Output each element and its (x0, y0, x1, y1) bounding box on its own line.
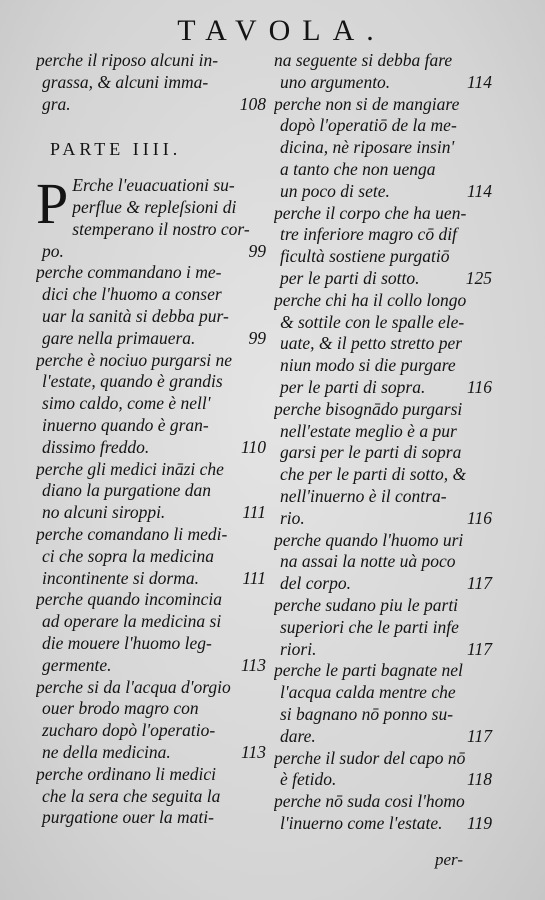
entry-line: del corpo. (280, 573, 351, 594)
index-entry (274, 791, 498, 835)
page-number: 108 (239, 93, 266, 114)
entry-line: no alcuni siroppi. (42, 502, 166, 523)
page-number: 113 (241, 654, 266, 675)
entry-line: na seguente si debba fare (274, 50, 453, 70)
entry-line: uar la sanità si debba pur- (42, 305, 229, 326)
entry-last-line (36, 655, 272, 677)
entry-line: perche il sudor del capo nō (274, 747, 466, 768)
entry-line: & sottile con le spalle ele- (280, 311, 465, 332)
entry-line: dicina, nè riposare insin' (280, 137, 455, 158)
drop-cap-initial: P (36, 171, 69, 237)
entry-line: gra. (42, 93, 71, 114)
entry-line: ne della medicina. (42, 741, 171, 762)
entry-line: gare nella primauera. (42, 327, 196, 348)
index-entry (36, 764, 272, 829)
entry-line: perche chi ha il collo longo (274, 289, 467, 310)
entry-last-line (274, 769, 498, 791)
entry-line: ficultà sostiene purgatiō (280, 246, 450, 267)
entry-line: perche non si de mangiare (274, 93, 460, 114)
entry-last-line (36, 94, 272, 116)
entry-last-line (36, 742, 272, 764)
entry-line: perche il corpo che ha uen- (274, 202, 467, 223)
index-entry (36, 350, 272, 459)
entry-line: perche nō suda cosi l'homo (274, 791, 465, 812)
entry-last-line (274, 813, 498, 835)
entry-line: purgatione ouer la mati- (42, 807, 214, 828)
entry-line: ouer brodo magro con (42, 698, 199, 719)
entry-line: tre inferiore magro cō dif (280, 224, 457, 245)
entry-line: a tanto che non uenga (280, 158, 436, 179)
entry-line: zucharo dopò l'operatio- (42, 720, 216, 741)
page-number: 110 (241, 436, 266, 457)
entry-line: dici che l'huomo a conser (42, 284, 222, 305)
index-entry (36, 677, 272, 764)
page-number: 119 (467, 812, 492, 833)
entry-line: inuerno quando è gran- (42, 414, 209, 435)
entry-line: perche ordinano li medici (36, 763, 216, 784)
entry-line: si bagnano nō ponno su- (280, 703, 454, 724)
entry-line: perche sudano piu le parti (274, 594, 459, 615)
index-entry (36, 50, 272, 115)
entry-line: rio. (280, 507, 305, 528)
entry-line: perche quando incomincia (36, 589, 222, 610)
entry-line: dissimo freddo. (42, 436, 150, 457)
entry-line: ci che sopra la medicina (42, 545, 215, 566)
entry-line: na assai la notte uà poco (280, 551, 456, 572)
entry-line: l'estate, quando è grandis (42, 371, 223, 392)
entry-line: riori. (280, 638, 317, 659)
entry-line: po. (42, 240, 64, 261)
index-entry (36, 262, 272, 349)
entry-line: uno argumento. (280, 71, 391, 92)
page-number: 117 (467, 573, 492, 594)
entry-line: per le parti di sotto. (280, 267, 420, 288)
entry-line: nell'inuerno è il contra- (280, 485, 447, 506)
entry-line: stemperano il nostro cor- (72, 218, 250, 239)
index-entry (274, 290, 498, 399)
page-number: 111 (242, 502, 266, 523)
entry-last-line (36, 241, 272, 263)
entry-last-line (36, 568, 272, 590)
page-number: 114 (467, 180, 492, 201)
page-number: 117 (467, 725, 492, 746)
page-number: 99 (248, 327, 266, 348)
entry-last-line (274, 377, 498, 399)
entry-last-line (274, 268, 498, 290)
entry-last-line (36, 502, 272, 524)
entry-line: un poco di sete. (280, 180, 390, 201)
entry-line: dare. (280, 725, 316, 746)
index-entry (36, 589, 272, 676)
entry-line: die mouere l'huomo leg- (42, 632, 212, 653)
entry-last-line (274, 181, 498, 203)
entry-line: dopò l'operatiō de la me- (280, 115, 457, 136)
index-entry (274, 50, 498, 94)
entry-line: l'inuerno come l'estate. (280, 812, 443, 833)
page-number: 116 (467, 507, 492, 528)
entry-last-line (36, 328, 272, 350)
entry-line: perche gli medici ināzi che (36, 458, 224, 479)
entry-line: niun modo si die purgare (280, 355, 456, 376)
page-number: 114 (467, 71, 492, 92)
entry-line: perche è nociuo purgarsi ne (36, 349, 233, 370)
section-gap (36, 115, 272, 139)
index-entry (274, 203, 498, 290)
entry-line: perche bisognādo purgarsi (274, 398, 463, 419)
entry-line: che per le parti di sotto, & (280, 464, 467, 485)
entry-line: l'acqua calda mentre che (280, 682, 456, 703)
entry-line: incontinente si dorma. (42, 567, 199, 588)
entry-line: perche comandano li medi- (36, 523, 228, 544)
index-entry (274, 399, 498, 530)
index-entry (274, 530, 498, 595)
entry-line: germente. (42, 654, 112, 675)
index-entry (274, 595, 498, 660)
entry-last-line (36, 437, 272, 459)
page-number: 113 (241, 741, 266, 762)
entry-line: diano la purgatione dan (42, 480, 212, 501)
page-number: 99 (248, 240, 266, 261)
entry-last-line (274, 726, 498, 748)
entry-line: perche il riposo alcuni in- (36, 50, 219, 70)
entry-last-line (274, 72, 498, 94)
page-number: 116 (467, 376, 492, 397)
entry-line: perche si da l'acqua d'orgio (36, 676, 231, 697)
page-number: 111 (242, 567, 266, 588)
page-number: 125 (465, 267, 492, 288)
catchword: per- (435, 850, 463, 869)
index-entry (36, 459, 272, 524)
entry-line: nell'estate meglio è a pur (280, 420, 457, 441)
entry-line: garsi per le parti di sopra (280, 442, 462, 463)
entry-line: che la sera che seguita la (42, 785, 221, 806)
left-column (36, 50, 272, 829)
entry-line: per le parti di sopra. (280, 376, 426, 397)
entry-last-line (274, 573, 498, 595)
index-entry (274, 660, 498, 747)
entry-line: è fetido. (280, 769, 337, 790)
entry-line: ad operare la medicina si (42, 611, 222, 632)
page-header-title: TAVOLA. (177, 14, 386, 47)
entry-line: perche le parti bagnate nel (274, 660, 463, 681)
entry-line: simo caldo, come è nell' (42, 393, 211, 414)
page-number: 117 (467, 638, 492, 659)
entry-line: perflue & repleſsioni di (72, 196, 237, 217)
entry-last-line (274, 639, 498, 661)
section-heading: PARTE IIII. (50, 139, 182, 160)
right-column (274, 50, 498, 835)
entry-line: perche commandano i me- (36, 262, 222, 283)
page-number: 118 (467, 769, 492, 790)
index-entry (274, 94, 498, 203)
entry-last-line (274, 508, 498, 530)
entry-line: grassa, & alcuni imma- (42, 71, 209, 92)
index-entry (36, 524, 272, 589)
index-entry (274, 748, 498, 792)
entry-line: perche quando l'huomo uri (274, 529, 464, 550)
entry-line: superiori che le parti infe (280, 616, 459, 637)
entry-line: Erche l'euacuationi su- (72, 175, 235, 196)
entry-line: uate, & il petto stretto per (280, 333, 463, 354)
index-entry (36, 171, 272, 262)
